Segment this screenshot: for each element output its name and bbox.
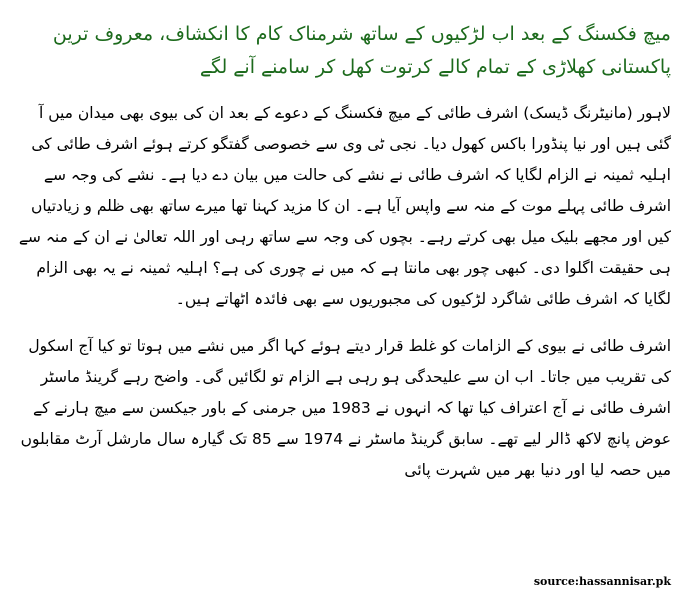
source-credit: source:hassannisar.pk — [533, 575, 671, 588]
article-paragraph-1: لاہور (مانیٹرنگ ڈیسک) اشرف طائی کے میچ فکسنگ کے دعوے کے بعد ان کی بیوی بھی میدان میں آ گئی ہیں اور نیا پنڈورا باکس کھول دیا۔ نجی ٹی وی سے خصوصی گفتگو کرتے ہوئے اشرف طائی کی اہلیہ ثمینہ نے الزام لگایا کہ اشرف طائی نے نشے کی حالت میں بیان دے دیا ہے۔ نشے کی وجہ سے اشرف طائی پہلے موت کے منہ سے واپس آیا ہے۔ ان کا مزید کہنا تھا میرے ساتھ بھی ظلم و زیادتیاں کیں اور مجھے بلیک میل بھی کرتے رہے۔ بچوں کی وجہ سے ساتھ رہی اور اللہ تعالیٰ نے ان کے منہ سے ہی حقیقت اگلوا دی۔ کبھی چور بھی مانتا ہے کہ میں نے چوری کی ہے؟ اہلیہ ثمینہ نے یہ بھی الزام لگایا کہ اشرف طائی شاگرد لڑکیوں کی مجبوریوں سے بھی فائدہ اٹھاتے ہیں۔ — [18, 104, 671, 308]
article-headline: میچ فکسنگ کے بعد اب لڑکیوں کے ساتھ شرمناک کام کا انکشاف، معروف ترین پاکستانی کھلاڑی کے تمام کالے کرتوت کھل کر سامنے آنے لگے — [52, 23, 671, 78]
article-paragraph-2: اشرف طائی نے بیوی کے الزامات کو غلط قرار دیتے ہوئے کہا اگر میں نشے میں ہوتا تو کیا آج اسکول کی تقریب میں جاتا۔ اب ان سے علیحدگی ہو رہی ہے الزام تو لگائیں گی۔ واضح رہے گرینڈ ماسٹر اشرف طائی نے آج اعتراف کیا تھا کہ انہوں نے 1983 میں جرمنی کے باور جیکسن سے میچ ہارنے کے عوض پانچ لاکھ ڈالر لیے تھے۔ سابق گرینڈ ماسٹر نے 1974 سے 85 تک گیارہ سال مارشل آرٹ مقابلوں میں حصہ لیا اور دنیا بھر میں شہرت پائی — [20, 337, 671, 479]
